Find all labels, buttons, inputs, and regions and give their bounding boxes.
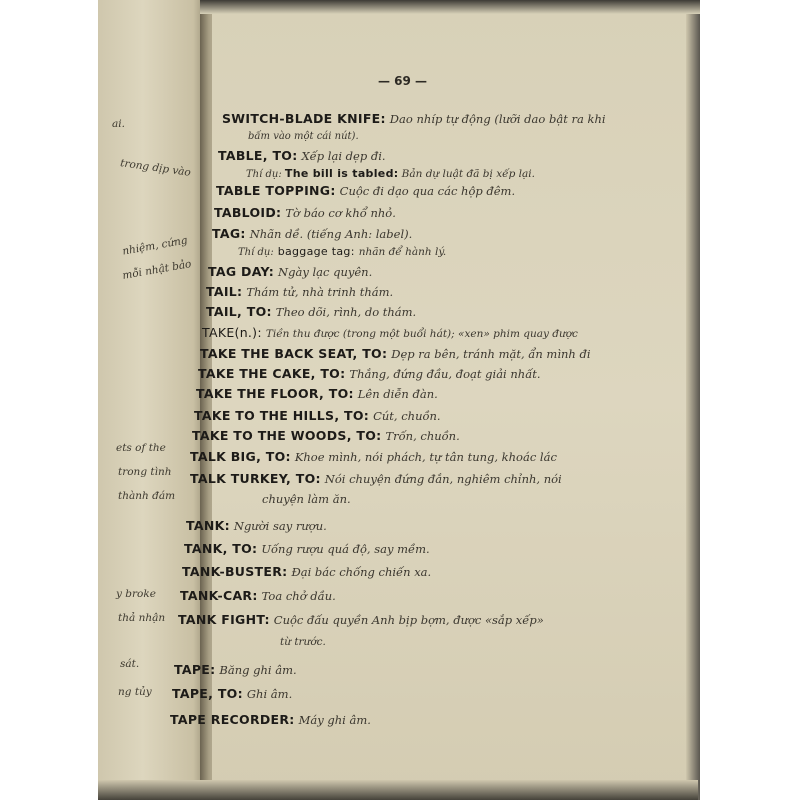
entry	[192, 428, 460, 443]
continuation: chuyện làm ăn.	[262, 492, 351, 506]
entry	[206, 284, 393, 299]
definition: Cuộc đi dạo qua các hộp đêm.	[339, 184, 516, 198]
entry	[180, 588, 336, 603]
entry	[208, 264, 372, 279]
entry	[170, 712, 371, 727]
fragment: trong dịp vào	[119, 157, 192, 179]
headword: TABLOID:	[214, 205, 282, 220]
definition: Thắng, đứng đầu, đoạt giải nhất.	[349, 367, 541, 381]
headword: TAKE TO THE HILLS, TO:	[194, 408, 370, 423]
entry	[190, 449, 557, 464]
fragment: thả nhận	[118, 612, 166, 624]
definition: Đại bác chống chiến xa.	[291, 565, 432, 579]
headword: TAKE THE BACK SEAT, TO:	[200, 346, 388, 361]
continuation: từ trước.	[280, 636, 326, 648]
definition: Trốn, chuồn.	[385, 429, 460, 443]
example-prefix: Thí dụ:	[238, 247, 274, 258]
fragment: ai.	[112, 118, 125, 130]
headword: TAPE:	[174, 662, 216, 677]
example-prefix: Thí dụ:	[246, 169, 282, 180]
example	[246, 167, 535, 180]
definition: Máy ghi âm.	[298, 713, 371, 727]
headword: TAIL:	[206, 284, 243, 299]
definition: Cút, chuồn.	[373, 409, 441, 423]
headword: SWITCH-BLADE KNIFE:	[222, 111, 386, 126]
fragment: ng tủy	[118, 686, 152, 698]
headword: TAKE(n.):	[202, 325, 262, 340]
definition: Thám tử, nhà trinh thám.	[246, 285, 394, 299]
definition: Tiền thu được (trong một buổi hát); «xen» phim quay được	[265, 328, 578, 340]
fragment: nhiệm, cứng	[121, 234, 189, 258]
definition: Uống rượu quá độ, say mềm.	[261, 542, 430, 556]
entry	[194, 408, 441, 423]
background-left	[0, 0, 100, 800]
headword: TABLE TOPPING:	[216, 183, 336, 198]
headword: TANK, TO:	[184, 541, 258, 556]
headword: TAIL, TO:	[206, 304, 272, 319]
fragment: trong tình	[118, 466, 172, 478]
entry	[222, 111, 606, 126]
definition: Người say rượu.	[233, 519, 327, 533]
entry	[214, 205, 396, 220]
headword: baggage tag:	[277, 245, 355, 258]
headword: TANK:	[186, 518, 230, 533]
headword: TAG:	[212, 226, 246, 241]
headword: TAKE THE FLOOR, TO:	[196, 386, 354, 401]
definition: nhãn để hành lý.	[358, 246, 447, 258]
headword: TANK-BUSTER:	[182, 564, 288, 579]
entry	[172, 686, 292, 701]
entry	[184, 541, 430, 556]
entry	[190, 471, 562, 486]
definition: Nhãn dề. (tiếng Anh: label).	[249, 227, 413, 241]
fragment: mỗi nhật bảo	[121, 258, 193, 282]
entry	[202, 325, 578, 340]
definition: Khoe mình, nói phách, tự tân tung, khoác lác	[294, 450, 557, 464]
headword: TAKE THE CAKE, TO:	[198, 366, 346, 381]
headword: The bill is tabled:	[284, 167, 399, 180]
headword: TABLE, TO:	[218, 148, 298, 163]
definition: Băng ghi âm.	[219, 663, 297, 677]
bottom-shadow	[98, 780, 698, 800]
headword: TAPE RECORDER:	[170, 712, 295, 727]
entry	[212, 226, 412, 241]
continuation: bấm vào một cái nút).	[248, 131, 359, 142]
definition: Toa chở dầu.	[261, 589, 336, 603]
definition: Xếp lại dẹp đi.	[301, 149, 386, 163]
fragment: sát.	[120, 658, 140, 670]
headword: TALK BIG, TO:	[190, 449, 291, 464]
definition: Bản dự luật đã bị xếp lại.	[401, 168, 535, 180]
fragment: ets of the	[116, 442, 166, 454]
headword: TANK-CAR:	[180, 588, 258, 603]
entry	[196, 386, 438, 401]
entry	[200, 346, 591, 361]
example	[238, 243, 446, 258]
fragment: thành đám	[118, 490, 176, 502]
definition: Theo dõi, rình, do thám.	[275, 305, 417, 319]
definition: Dao nhíp tự động (lưỡi dao bật ra khi	[389, 112, 606, 126]
headword: TAG DAY:	[208, 264, 275, 279]
entry	[206, 304, 416, 319]
definition: Ghi âm.	[246, 687, 293, 701]
background-right	[700, 0, 800, 800]
definition: Ngày lạc quyên.	[278, 265, 373, 279]
entry	[178, 612, 544, 627]
entry	[218, 148, 386, 163]
page-number: — 69 —	[378, 74, 428, 88]
fragment: y broke	[116, 588, 156, 600]
top-shadow	[200, 0, 700, 14]
definition: Tờ báo cơ khổ nhỏ.	[285, 206, 396, 220]
entry	[174, 662, 297, 677]
entry	[186, 518, 327, 533]
definition: Dẹp ra bên, tránh mặt, ẩn mình đi	[391, 347, 591, 361]
definition: Nói chuyện đứng đắn, nghiêm chỉnh, nói	[324, 472, 562, 486]
definition: Lên diễn đàn.	[357, 387, 438, 401]
entry	[182, 564, 431, 579]
headword: TAPE, TO:	[172, 686, 243, 701]
entry	[216, 183, 515, 198]
headword: TANK FIGHT:	[178, 612, 270, 627]
definition: Cuộc đấu quyền Anh bịp bợm, được «sắp xếp»	[273, 613, 544, 627]
headword: TALK TURKEY, TO:	[190, 471, 321, 486]
entry	[198, 366, 541, 381]
headword: TAKE TO THE WOODS, TO:	[192, 428, 382, 443]
